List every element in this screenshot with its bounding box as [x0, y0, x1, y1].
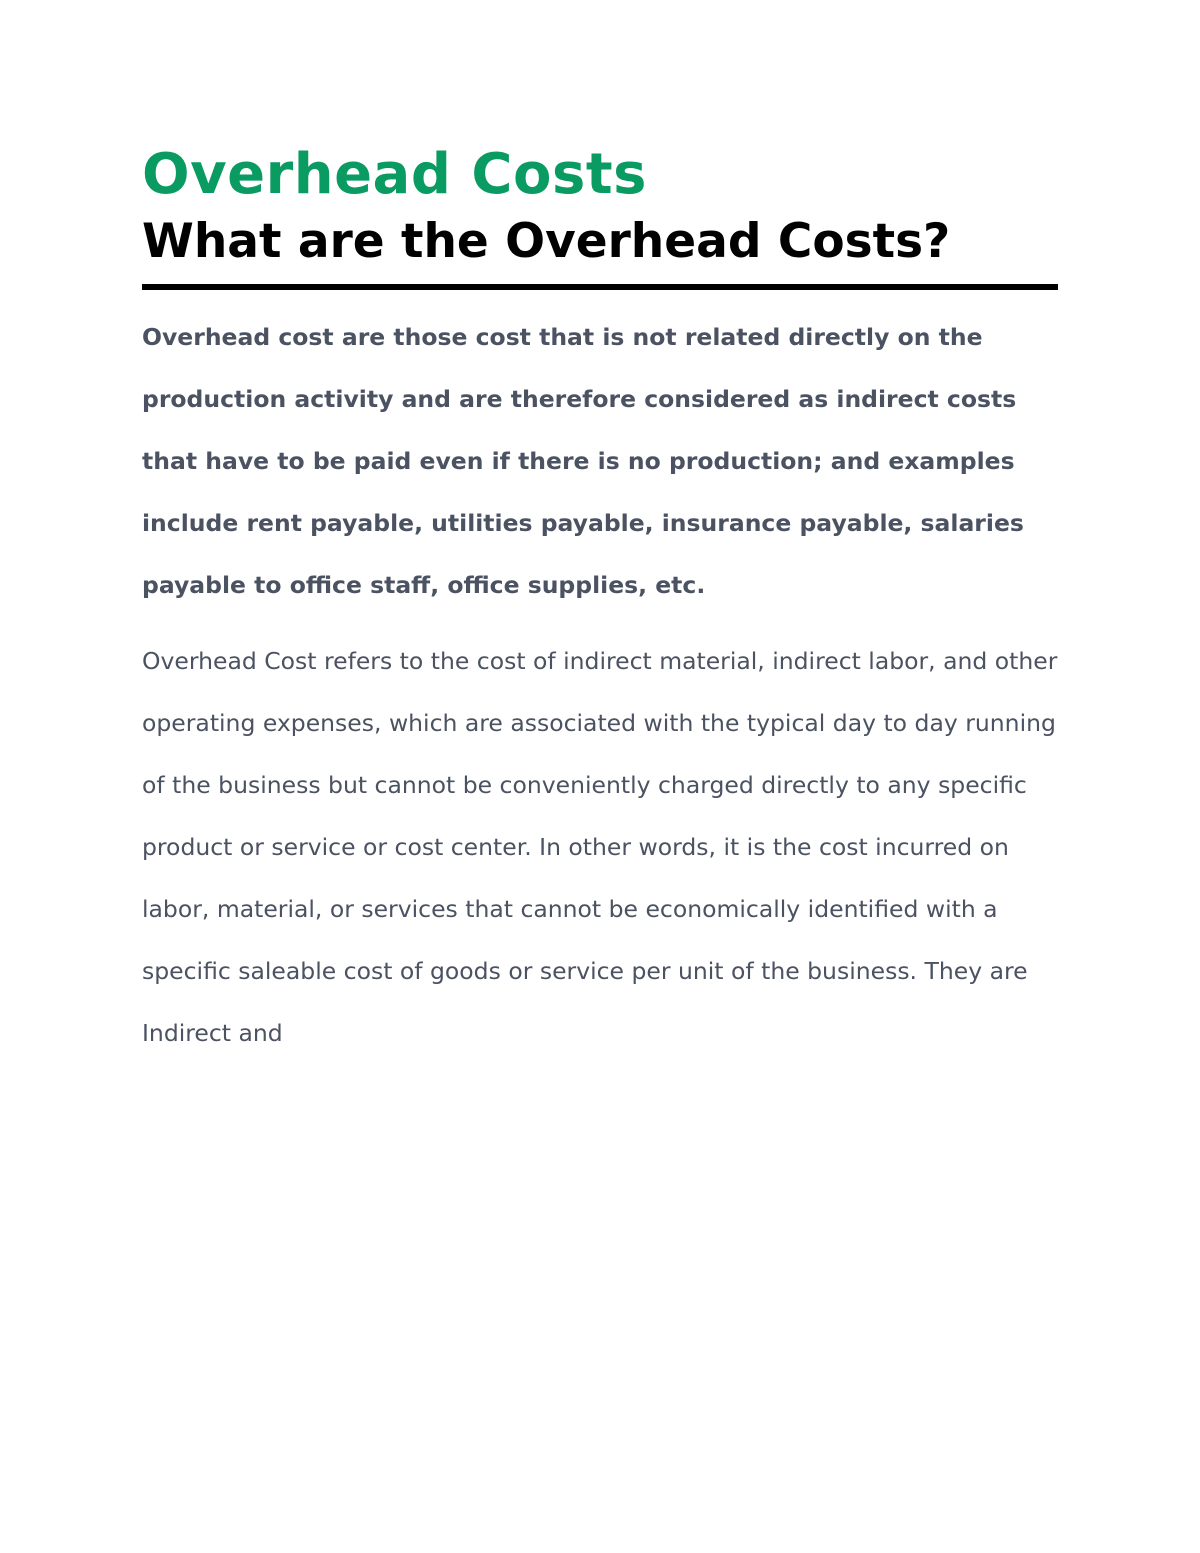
- heading-divider: [142, 284, 1058, 290]
- document-content: [142, 140, 1058, 1064]
- explanation-paragraph: Overhead Cost refers to the cost of indirect material, indirect labor, and other operating expenses, which are associated with the typical day to day running of the business but cannot be conveniently charged directly to any specific product or service or cost center. In other words, it is the cost incurred on labor, material, or services that cannot be economically identified with a specific saleable cost of goods or service per unit of the business. They are Indirect and: [142, 647, 1058, 1047]
- definition-paragraph: Overhead cost are those cost that is not related directly on the production activity and are therefore considered as indirect costs that have to be paid even if there is no production; and examples include rent payable, utilities payable, insurance payable, salaries payable to office staff, office supplies, etc.: [142, 323, 1024, 599]
- section-heading: What are the Overhead Costs?: [142, 214, 951, 269]
- document-title: Overhead Costs: [142, 142, 647, 207]
